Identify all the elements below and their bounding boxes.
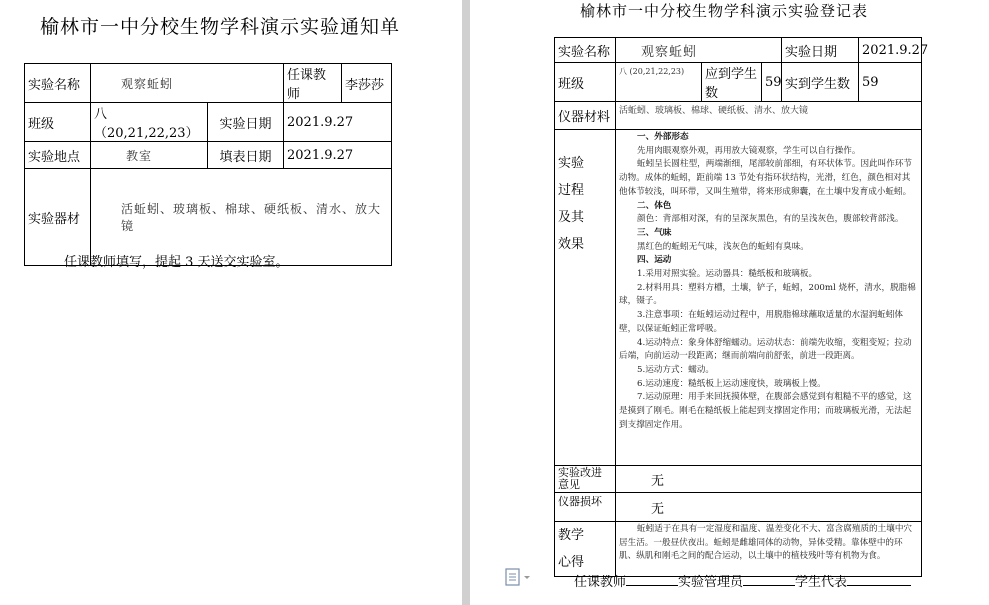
reg-exp-date-value: 2021.9.27 xyxy=(859,38,922,63)
fill-date-value: 2021.9.27 xyxy=(284,142,392,169)
footer-teacher-label: 任课教师 xyxy=(574,575,627,590)
footer-manager-label: 实验管理员 xyxy=(678,575,744,590)
reg-class-value: 八 (20,21,22,23) xyxy=(616,63,702,102)
expected-label: 应到学生数 xyxy=(702,63,762,102)
exp-name-value: 观察蚯蚓 xyxy=(91,64,284,103)
notice-page xyxy=(0,0,462,605)
register-page xyxy=(470,0,989,605)
process-paragraph: 蚯蚓呈长圆柱型，两端渐细，尾部较前部细，有环状体节。因此叫作环节动物。成体的蚯蚓，距前端 13 节处有指环状结构，光滑，红色，颜色相对其他体节较浅，叫环带，又叫生殖带，将来形成卵囊，在土壤中发育成小蚯蚓。 xyxy=(619,159,913,197)
reg-exp-date-label: 实验日期 xyxy=(782,38,859,63)
reflection-label xyxy=(555,522,616,577)
register-table xyxy=(554,37,929,577)
process-label-2: 过程 xyxy=(558,183,585,198)
notice-table xyxy=(24,63,392,266)
actual-label: 实到学生数 xyxy=(782,63,859,102)
exp-date-value: 2021.9.27 xyxy=(284,103,392,142)
footer-manager-line xyxy=(743,573,795,586)
process-paragraph: 黑红色的蚯蚓无气味，浅灰色的蚯蚓有臭味。 xyxy=(637,241,809,252)
footer-teacher-line xyxy=(626,573,678,586)
process-content xyxy=(616,130,922,466)
process-paragraph: 一、外部形态 xyxy=(637,132,689,142)
improve-label: 实验改进意见 xyxy=(555,466,616,493)
process-paragraph: 二、体色 xyxy=(637,200,672,211)
location-label: 实验地点 xyxy=(25,142,91,169)
reg-exp-name-value: 观察蚯蚓 xyxy=(616,38,782,63)
page-gap xyxy=(462,0,470,605)
process-paragraph: 4.运动特点：象身体舒缩蠕动。运动状态：前端先收缩，变粗变短；拉动后端，向前运动一段距离；继而前端向前舒张，前进一段距离。 xyxy=(619,337,912,362)
class-label: 班级 xyxy=(25,103,91,142)
improve-value: 无 xyxy=(616,466,922,493)
reflection-content xyxy=(616,522,922,577)
process-paragraph: 1.采用对照实验。运动器具：糙纸板和玻璃板。 xyxy=(637,269,818,280)
notice-note: 任课教师填写，提起 3 天送交实验室。 xyxy=(64,255,289,270)
actual-value: 59 xyxy=(859,63,922,102)
process-paragraph: 6.运动速度：糙纸板上运动速度快，玻璃板上慢。 xyxy=(637,378,826,389)
equipment-label: 实验器材 xyxy=(25,169,91,266)
process-paragraph: 5.运动方式：蠕动。 xyxy=(637,364,714,375)
instruments-label: 仪器材料 xyxy=(555,102,616,130)
footer-student-label: 学生代表 xyxy=(795,575,848,590)
location-value: 教室 xyxy=(91,142,208,169)
process-paragraph: 7.运动原理：用手来回抚摸体壁，在腹部会感觉到有粗糙不平的感觉，这是摸到了刚毛。刚毛在糙纸板上能起到支撑固定作用；而玻璃板光滑，无法起到支撑固定作用。 xyxy=(619,392,912,430)
equipment-value: 活蚯蚓、玻璃板、棉球、硬纸板、清水、放大镜 xyxy=(91,169,392,266)
reflection-label-2: 心得 xyxy=(558,555,585,570)
expected-value: 59 xyxy=(762,63,782,102)
process-label xyxy=(555,130,616,466)
reg-class-label: 班级 xyxy=(555,63,616,102)
class-value: 八（20,21,22,23） xyxy=(91,103,208,142)
teacher-value: 李莎莎 xyxy=(342,64,392,103)
process-label-1: 实验 xyxy=(558,156,585,171)
register-title: 榆林市一中分校生物学科演示实验登记表 xyxy=(580,2,869,20)
process-label-4: 效果 xyxy=(558,237,585,252)
process-paragraph: 2.材料用具：塑料方槽，土壤，铲子，蚯蚓，200ml 烧杯，清水，脱脂棉球，镊子。 xyxy=(619,282,916,307)
damage-label: 仪器损坏 xyxy=(555,493,616,522)
teacher-label: 任课教师 xyxy=(284,64,342,103)
exp-name-label: 实验名称 xyxy=(25,64,91,103)
damage-value: 无 xyxy=(616,493,922,522)
instruments-value: 活蚯蚓、玻璃板、棉球、硬纸板、清水、放大镜 xyxy=(616,102,922,130)
process-paragraph: 颜色：背部相对深，有的呈深灰黑色，有的呈浅灰色，腹部较背部浅。 xyxy=(637,214,904,225)
register-footer xyxy=(574,571,911,590)
process-label-3: 及其 xyxy=(558,210,585,225)
process-paragraph: 三、气味 xyxy=(637,227,672,238)
notice-title: 榆林市一中分校生物学科演示实验通知单 xyxy=(40,16,401,38)
reflection-text: 蚯蚓适于在具有一定湿度和温度、温差变化不大、富含腐殖质的土壤中穴居生活。一般昼伏夜出。蚯蚓是雌雄同体的动物，异体受精。靠体壁中的环肌、纵肌和刚毛之间的配合运动，以土壤中的植枝残叶等有机物为食。 xyxy=(619,524,913,562)
footer-student-line xyxy=(847,573,911,586)
document-icon[interactable] xyxy=(505,568,535,590)
exp-date-label: 实验日期 xyxy=(208,103,284,142)
reg-exp-name-label: 实验名称 xyxy=(555,38,616,63)
process-paragraph: 3.注意事项：在蚯蚓运动过程中，用脱脂棉球蘸取适量的水湿润蚯蚓体壁，以保证蚯蚓正常呼吸。 xyxy=(619,310,904,334)
process-paragraph: 四、运动 xyxy=(637,255,672,266)
fill-date-label: 填表日期 xyxy=(208,142,284,169)
process-paragraph: 先用肉眼观察外观，再用放大镜观察，学生可以自行操作。 xyxy=(637,145,861,156)
reflection-label-1: 教学 xyxy=(558,528,585,543)
